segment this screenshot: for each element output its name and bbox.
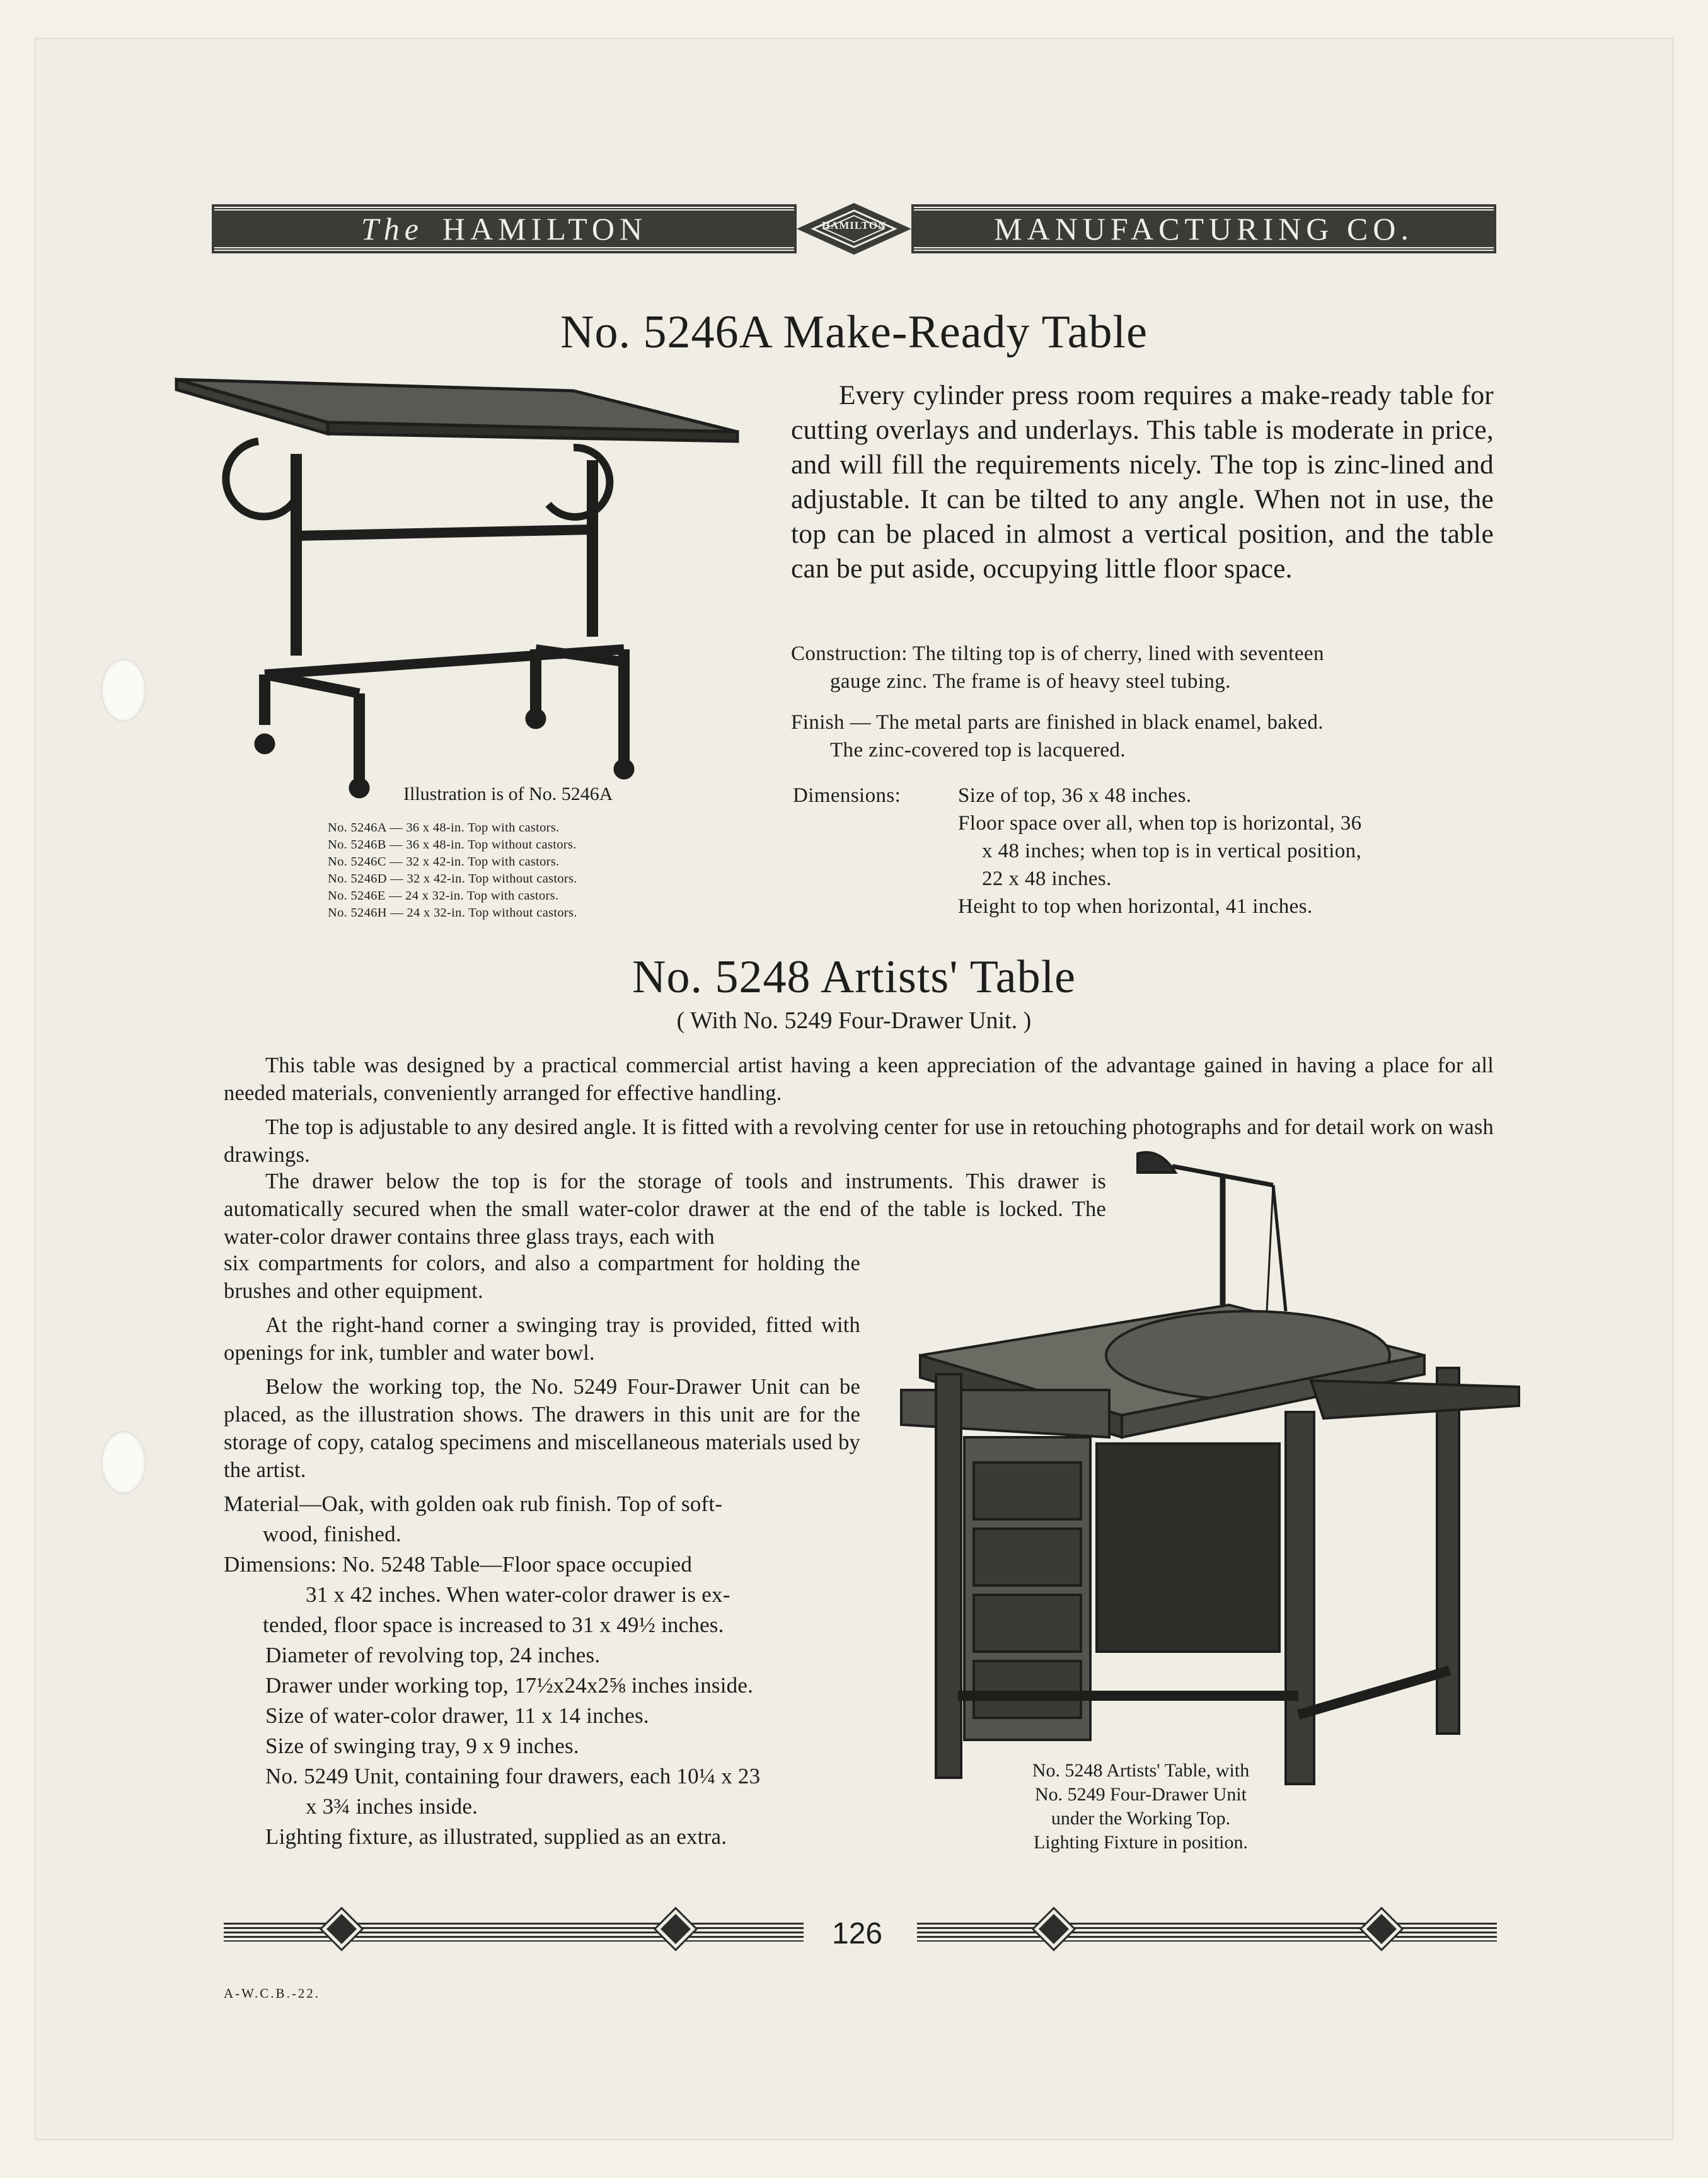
banner-the: The (361, 211, 424, 246)
construction-line: gauge zinc. The frame is of heavy steel tubing. (830, 670, 1231, 693)
banner-manufacturing: MANUFACTURING CO. (994, 211, 1414, 246)
dimension-line: Size of top, 36 x 48 inches. (958, 784, 1192, 807)
spec-item: Drawer under working top, 17½x24x2⅝ inches inside. (265, 1673, 754, 1698)
caption-line: under the Working Top. (1051, 1808, 1231, 1829)
spec-item: Size of swinging tray, 9 x 9 inches. (265, 1734, 579, 1758)
dimensions-label: Dimensions: (793, 784, 901, 807)
dimension-line: 31 x 42 inches. When water-color drawer is ex- (306, 1582, 730, 1607)
material-line: wood, finished. (263, 1522, 401, 1546)
paragraph: six compartments for colors, and also a compartment for holding the brushes and other equipment. (224, 1251, 860, 1303)
footer-rule-right (917, 1923, 1497, 1942)
spec-item: Lighting fixture, as illustrated, supplied as an extra. (265, 1824, 727, 1849)
caption-line: Lighting Fixture in position. (1033, 1832, 1248, 1853)
model-list (328, 820, 577, 922)
artists-table-caption (983, 1759, 1298, 1855)
paragraph: The drawer below the top is for the storage of tools and instruments. This drawer is automatically secured when the small water-color drawer at the end of the table is locked. The water-color drawer contains three glass trays, each with (224, 1169, 1106, 1249)
dimension-line: 22 x 48 inches. (982, 867, 1112, 890)
make-ready-caption: Illustration is of No. 5246A (403, 784, 613, 804)
caption-line: No. 5248 Artists' Table, with (1032, 1760, 1250, 1781)
artists-table-title: No. 5248 Artists' Table (632, 951, 1076, 1003)
dimension-line: Height to top when horizontal, 41 inches. (958, 895, 1313, 918)
material-line: Material—Oak, with golden oak rub finish. Top of soft- (224, 1492, 723, 1516)
caption-line: No. 5249 Four-Drawer Unit (1034, 1784, 1247, 1805)
construction-spec (791, 640, 1494, 695)
make-ready-dimensions (793, 782, 1496, 920)
paragraph: Below the working top, the No. 5249 Four-Drawer Unit can be placed, as the illustration shows. The drawers in this unit are for the storage of copy, catalog specimens and miscellaneous materials used by the artist. (224, 1375, 860, 1482)
binder-hole-bottom (101, 1431, 146, 1494)
logo-text: HAMILTON (821, 219, 887, 231)
hamilton-logo (794, 200, 914, 257)
finish-line: The zinc-covered top is lacquered. (830, 739, 1126, 762)
dimension-line: x 48 inches; when top is in vertical position, (982, 840, 1362, 862)
print-code: A-W.C.B.-22. (224, 1986, 321, 2001)
model-item: No. 5246H — 24 x 32-in. Top without castors. (328, 906, 577, 920)
spec-item: Size of water-color drawer, 11 x 14 inches. (265, 1703, 649, 1728)
paragraph: This table was designed by a practical commercial artist having a keen appreciation of the advantage gained in having a place for all needed materials, conveniently arranged for effective handling. (224, 1053, 1494, 1105)
model-item: No. 5246E — 24 x 32-in. Top with castors. (328, 889, 559, 903)
artists-details (224, 1249, 860, 1490)
make-ready-table-illustration (170, 372, 750, 813)
model-item: No. 5246D — 32 x 42-in. Top without castors. (328, 872, 577, 886)
banner-hamilton: HAMILTON (442, 211, 648, 246)
spec-item: No. 5249 Unit, containing four drawers, each 10¼ x 23 (265, 1764, 761, 1788)
dimension-line: Floor space over all, when top is horizontal, 36 (958, 812, 1362, 835)
artists-specs (224, 1489, 860, 1852)
model-item: No. 5246A — 36 x 48-in. Top with castors. (328, 821, 560, 835)
dimension-line: Dimensions: No. 5248 Table—Floor space occupied (224, 1552, 693, 1577)
paragraph: The top is adjustable to any desired angle. It is fitted with a revolving center for use in retouching photographs and for detail work on wash drawings. (224, 1115, 1494, 1167)
company-banner (214, 200, 1494, 257)
make-ready-table-title: No. 5246A Make-Ready Table (560, 306, 1148, 358)
spec-item: Diameter of revolving top, 24 inches. (265, 1643, 601, 1667)
artists-table-illustration (895, 1147, 1525, 1809)
banner-right (914, 207, 1494, 251)
model-item: No. 5246B — 36 x 48-in. Top without castors. (328, 838, 577, 852)
spec-item: x 3¾ inches inside. (306, 1794, 478, 1819)
finish-line: Finish — The metal parts are finished in black enamel, baked. (791, 711, 1324, 734)
binder-hole-top (101, 659, 146, 722)
finish-spec (791, 709, 1494, 764)
page-number: 126 (832, 1917, 883, 1950)
dimension-line: tended, floor space is increased to 31 x 49½ inches. (263, 1613, 724, 1637)
make-ready-intro: Every cylinder press room requires a make-ready table for cutting overlays and underlays. This table is moderate in price, and will fill the requirements nicely. The top is zinc-lined and adjustable. It can be tilted to any angle. When not in use, the top can be placed in almost a vertical position, and the table can be put aside, occupying little floor space. (791, 380, 1494, 584)
dimensions-body (958, 782, 1496, 920)
banner-left (214, 207, 794, 251)
spec-list (224, 1640, 860, 1852)
footer-rule-left (224, 1923, 804, 1942)
artists-table-subtitle: ( With No. 5249 Four-Drawer Unit. ) (676, 1007, 1032, 1034)
model-item: No. 5246C — 32 x 42-in. Top with castors. (328, 855, 560, 869)
paragraph: At the right-hand corner a swinging tray is provided, fitted with openings for ink, tumbler and water bowl. (224, 1313, 860, 1365)
construction-line: Construction: The tilting top is of cherry, lined with seventeen (791, 642, 1324, 665)
